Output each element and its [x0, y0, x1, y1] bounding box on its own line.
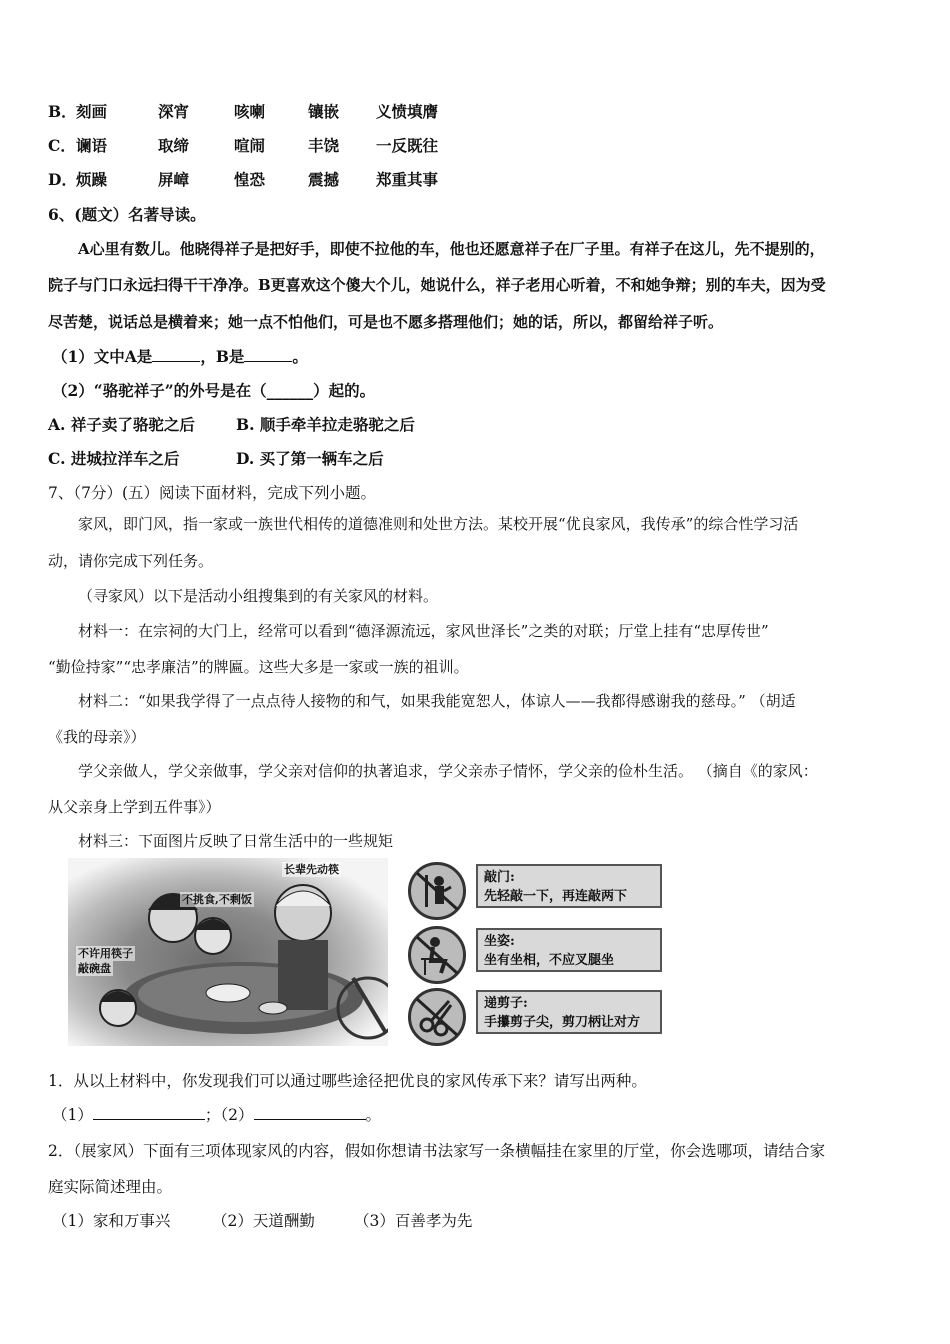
option-letter: B．: [48, 102, 77, 121]
figure-caption: 长辈先动筷: [284, 863, 339, 876]
q6-passage-line: 尽苦楚，说话总是横着来；她一点不怕他们，可是也不愿多搭理他们；她的话，所以，都留给祥子听。: [48, 313, 724, 331]
q6-passage-line: 院子与门口永远扫得干干净净。B更喜欢这个傻大个儿，她说什么，祥子老用心听着，不和她争辩；别的车夫，因为受: [48, 276, 826, 294]
option-letter: C．: [48, 136, 76, 155]
rule-scissors: 递剪子: 手攥剪子尖，剪刀柄让对方: [476, 990, 662, 1034]
figure-caption: 不挑食,不剩饭: [182, 893, 252, 906]
material-2b-line: 学父亲做人，学父亲做事，学父亲对信仰的执著追求，学父亲赤子情怀，学父亲的俭朴生活。 （摘自《的家风：: [78, 762, 818, 780]
family-rules-figure: [68, 858, 668, 1046]
option-letter: D．: [48, 170, 77, 189]
task-2-line: 庭实际简述理由。: [48, 1178, 173, 1196]
option-word: 谰语: [76, 136, 108, 155]
choice-a: A. 祥子卖了骆驼之后: [48, 415, 195, 434]
option-word: 刻画: [76, 102, 108, 121]
option-word: 烦躁: [76, 170, 108, 189]
option-word: 惶恐: [234, 170, 266, 189]
figure-caption: 敲碗盘: [78, 962, 111, 975]
q7-intro-line: 家风，即门风，指一家或一族世代相传的道德准则和处世方法。某校开展“优良家风，我传承”的综合性学习活: [78, 515, 799, 533]
option-word: 丰饶: [308, 136, 340, 155]
material-3: 材料三：下面图片反映了日常生活中的一些规矩: [78, 832, 394, 850]
option-word: 屏嶂: [158, 170, 190, 189]
q6-passage-line: A心里有数儿。他晓得祥子是把好手，即使不拉他的车，他也还愿意祥子在厂子里。有祥子在这儿，先不提别的，: [78, 240, 825, 258]
task-1-answer: （1） ；（2） 。: [52, 1106, 382, 1124]
material-2-line: 《我的母亲》）: [48, 728, 146, 746]
motto-option: （3）百善孝为先: [354, 1212, 473, 1230]
choice-c: C. 进城拉洋车之后: [48, 449, 180, 468]
motto-option: （2）天道酬勤: [212, 1212, 315, 1230]
answer-blank-a[interactable]: [152, 361, 200, 362]
material-1-line: “勤俭持家”“忠孝廉洁”的牌匾。这些大多是一家或一族的祖训。: [48, 658, 469, 676]
answer-blank-2[interactable]: [254, 1119, 366, 1120]
q6-sub1: （1）文中A是 ，B是 。: [52, 347, 308, 366]
q6-sub2: （2）“骆驼祥子”的外号是在（______）起的。: [52, 381, 376, 400]
motto-option: （1）家和万事兴: [52, 1212, 171, 1230]
option-word: 喧闹: [234, 136, 266, 155]
option-word: 咳喇: [234, 102, 266, 121]
q7-heading: 7、（7分）(五）阅读下面材料，完成下列小题。: [48, 484, 377, 502]
rule-knock: 敲门: 先轻敲一下，再连敲两下: [476, 864, 662, 908]
choice-b: B. 顺手牵羊拉走骆驼之后: [236, 415, 415, 434]
choice-d: D. 买了第一辆车之后: [236, 449, 384, 468]
sitting-icon: [408, 926, 466, 984]
task-1: 1．从以上材料中，你发现我们可以通过哪些途径把优良的家风传承下来？请写出两种。: [48, 1072, 647, 1090]
scissors-icon: [408, 988, 466, 1046]
option-word: 一反既往: [376, 136, 439, 155]
option-word: 取缔: [158, 136, 190, 155]
knock-icon: [408, 862, 466, 920]
rule-sitting: 坐姿: 坐有坐相，不应叉腿坐: [476, 928, 662, 972]
material-2b-line: 从父亲身上学到五件事》）: [48, 798, 221, 816]
option-word: 义愤填膺: [376, 102, 439, 121]
material-2-line: 材料二：“如果我学得了一点点待人接物的和气，如果我能宽恕人，体谅人——我都得感谢我的慈母。” （胡适: [78, 692, 796, 710]
option-word: 深宵: [158, 102, 190, 121]
figure-caption: 不许用筷子: [78, 947, 133, 960]
option-word: 镶嵌: [308, 102, 340, 121]
q7-find: （寻家风）以下是活动小组搜集到的有关家风的材料。: [78, 587, 439, 605]
option-word: 郑重其事: [376, 170, 439, 189]
q6-heading: 6、(题文）名著导读。: [48, 205, 206, 224]
answer-blank-1[interactable]: [93, 1119, 205, 1120]
q7-intro-line: 动，请你完成下列任务。: [48, 552, 214, 570]
answer-blank-b[interactable]: [244, 361, 292, 362]
option-word: 震撼: [308, 170, 340, 189]
task-2-line: 2．（展家风）下面有三项体现家风的内容，假如你想请书法家写一条横幅挂在家里的厅堂，你会选哪项，请结合家: [48, 1142, 826, 1160]
family-dinner-illustration: [68, 858, 388, 1046]
material-1-line: 材料一：在宗祠的大门上，经常可以看到“德泽源流远，家风世泽长”之类的对联；厅堂上挂有“忠厚传世”: [78, 622, 769, 640]
